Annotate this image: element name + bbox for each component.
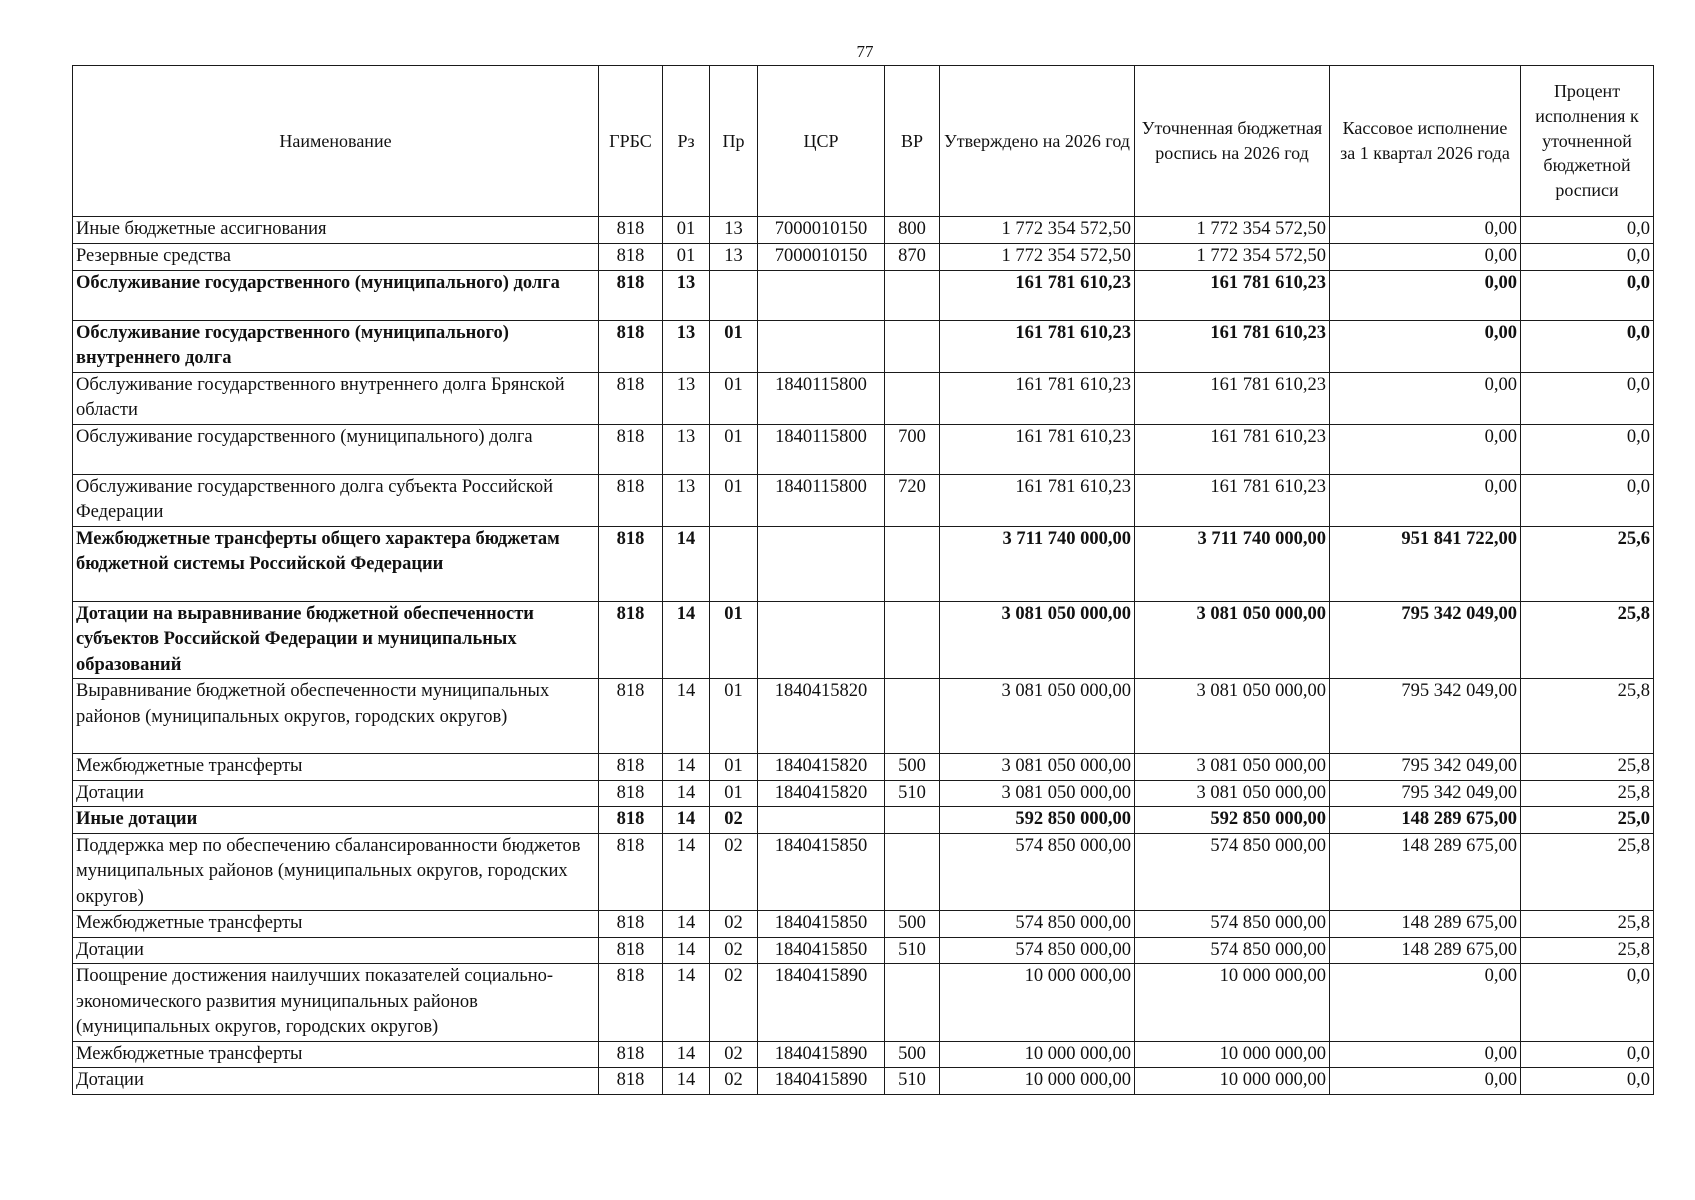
cell-rz: 14	[663, 937, 710, 964]
cell-rz: 14	[663, 780, 710, 807]
cell-percent: 25,8	[1521, 833, 1654, 911]
table-row	[73, 911, 1654, 938]
table-row	[73, 964, 1654, 1042]
cell-grbs: 818	[599, 424, 663, 474]
cell-percent: 25,0	[1521, 807, 1654, 834]
cell-rz: 13	[663, 270, 710, 320]
cell-grbs: 818	[599, 601, 663, 679]
table-header-row	[73, 66, 1654, 217]
cell-rz: 01	[663, 217, 710, 244]
cell-approved: 161 781 610,23	[940, 372, 1135, 424]
cell-vr	[885, 372, 940, 424]
cell-vr	[885, 833, 940, 911]
table-row	[73, 1068, 1654, 1095]
cell-csr: 1840415850	[758, 937, 885, 964]
header-csr: ЦСР	[758, 66, 885, 217]
cell-rz: 14	[663, 754, 710, 781]
table-row	[73, 1041, 1654, 1068]
cell-name: Межбюджетные трансферты	[73, 1041, 599, 1068]
cell-approved: 10 000 000,00	[940, 964, 1135, 1042]
budget-table	[72, 65, 1654, 1095]
cell-name: Обслуживание государственного внутреннего долга Брянской области	[73, 372, 599, 424]
cell-rz: 13	[663, 474, 710, 526]
cell-rz: 01	[663, 244, 710, 271]
cell-refined: 10 000 000,00	[1135, 1041, 1330, 1068]
table-row	[73, 244, 1654, 271]
cell-rz: 14	[663, 911, 710, 938]
cell-vr: 500	[885, 754, 940, 781]
table-body	[73, 217, 1654, 1095]
cell-cash: 0,00	[1330, 244, 1521, 271]
cell-pr: 13	[710, 217, 758, 244]
page-number: 77	[856, 42, 874, 61]
table-row	[73, 780, 1654, 807]
cell-cash: 951 841 722,00	[1330, 526, 1521, 601]
cell-grbs: 818	[599, 679, 663, 754]
cell-cash: 148 289 675,00	[1330, 911, 1521, 938]
cell-pr: 01	[710, 372, 758, 424]
cell-approved: 10 000 000,00	[940, 1041, 1135, 1068]
cell-name: Обслуживание государственного (муниципального) долга	[73, 270, 599, 320]
cell-rz: 14	[663, 1041, 710, 1068]
cell-percent: 0,0	[1521, 964, 1654, 1042]
cell-cash: 0,00	[1330, 1041, 1521, 1068]
cell-csr: 1840415890	[758, 964, 885, 1042]
table-row	[73, 601, 1654, 679]
header-pr: Пр	[710, 66, 758, 217]
cell-approved: 3 081 050 000,00	[940, 754, 1135, 781]
header-name: Наименование	[73, 66, 599, 217]
cell-percent: 0,0	[1521, 270, 1654, 320]
cell-csr: 1840415850	[758, 911, 885, 938]
cell-pr: 02	[710, 1068, 758, 1095]
cell-vr	[885, 964, 940, 1042]
cell-csr: 1840115800	[758, 424, 885, 474]
cell-approved: 574 850 000,00	[940, 833, 1135, 911]
cell-cash: 0,00	[1330, 320, 1521, 372]
cell-rz: 14	[663, 807, 710, 834]
header-approved: Утверждено на 2026 год	[940, 66, 1135, 217]
cell-percent: 0,0	[1521, 372, 1654, 424]
cell-cash: 0,00	[1330, 964, 1521, 1042]
cell-rz: 14	[663, 833, 710, 911]
cell-pr: 02	[710, 964, 758, 1042]
cell-grbs: 818	[599, 937, 663, 964]
cell-approved: 3 711 740 000,00	[940, 526, 1135, 601]
cell-csr: 1840415890	[758, 1068, 885, 1095]
cell-percent: 0,0	[1521, 424, 1654, 474]
cell-cash: 0,00	[1330, 372, 1521, 424]
cell-cash: 795 342 049,00	[1330, 679, 1521, 754]
cell-csr	[758, 320, 885, 372]
cell-approved: 161 781 610,23	[940, 320, 1135, 372]
cell-grbs: 818	[599, 1068, 663, 1095]
cell-vr	[885, 320, 940, 372]
cell-name: Межбюджетные трансферты	[73, 911, 599, 938]
cell-refined: 574 850 000,00	[1135, 833, 1330, 911]
cell-vr: 510	[885, 1068, 940, 1095]
cell-cash: 148 289 675,00	[1330, 807, 1521, 834]
cell-csr: 7000010150	[758, 244, 885, 271]
table-row	[73, 320, 1654, 372]
cell-refined: 3 081 050 000,00	[1135, 754, 1330, 781]
cell-grbs: 818	[599, 320, 663, 372]
cell-percent: 0,0	[1521, 474, 1654, 526]
cell-grbs: 818	[599, 754, 663, 781]
cell-csr	[758, 526, 885, 601]
cell-name: Обслуживание государственного долга субъекта Российской Федерации	[73, 474, 599, 526]
cell-vr: 720	[885, 474, 940, 526]
table-row	[73, 679, 1654, 754]
cell-cash: 795 342 049,00	[1330, 780, 1521, 807]
cell-name: Обслуживание государственного (муниципального) долга	[73, 424, 599, 474]
cell-percent: 25,8	[1521, 754, 1654, 781]
cell-vr: 870	[885, 244, 940, 271]
cell-grbs: 818	[599, 244, 663, 271]
table-row	[73, 833, 1654, 911]
cell-vr: 500	[885, 1041, 940, 1068]
cell-percent: 25,6	[1521, 526, 1654, 601]
cell-vr: 800	[885, 217, 940, 244]
cell-percent: 25,8	[1521, 780, 1654, 807]
cell-grbs: 818	[599, 780, 663, 807]
cell-refined: 3 711 740 000,00	[1135, 526, 1330, 601]
cell-approved: 161 781 610,23	[940, 270, 1135, 320]
cell-refined: 161 781 610,23	[1135, 474, 1330, 526]
cell-refined: 3 081 050 000,00	[1135, 780, 1330, 807]
cell-csr	[758, 601, 885, 679]
cell-csr: 1840115800	[758, 474, 885, 526]
cell-csr: 7000010150	[758, 217, 885, 244]
cell-pr: 01	[710, 679, 758, 754]
cell-grbs: 818	[599, 372, 663, 424]
cell-csr: 1840415820	[758, 780, 885, 807]
cell-percent: 0,0	[1521, 320, 1654, 372]
cell-rz: 13	[663, 372, 710, 424]
cell-cash: 0,00	[1330, 270, 1521, 320]
cell-name: Поощрение достижения наилучших показателей социально-экономического развития муниципальных районов (муниципальных округов, городских округов)	[73, 964, 599, 1042]
cell-percent: 0,0	[1521, 217, 1654, 244]
cell-approved: 10 000 000,00	[940, 1068, 1135, 1095]
cell-name: Дотации	[73, 1068, 599, 1095]
cell-grbs: 818	[599, 270, 663, 320]
cell-name: Обслуживание государственного (муниципального) внутреннего долга	[73, 320, 599, 372]
cell-pr: 01	[710, 474, 758, 526]
cell-grbs: 818	[599, 807, 663, 834]
cell-refined: 161 781 610,23	[1135, 372, 1330, 424]
cell-refined: 3 081 050 000,00	[1135, 679, 1330, 754]
cell-pr: 01	[710, 754, 758, 781]
cell-rz: 14	[663, 964, 710, 1042]
cell-name: Резервные средства	[73, 244, 599, 271]
table-row	[73, 424, 1654, 474]
cell-approved: 3 081 050 000,00	[940, 601, 1135, 679]
cell-refined: 1 772 354 572,50	[1135, 244, 1330, 271]
cell-pr: 13	[710, 244, 758, 271]
cell-refined: 574 850 000,00	[1135, 911, 1330, 938]
cell-name: Дотации на выравнивание бюджетной обеспеченности субъектов Российской Федерации и муниципальных образований	[73, 601, 599, 679]
cell-approved: 574 850 000,00	[940, 937, 1135, 964]
cell-grbs: 818	[599, 217, 663, 244]
table-row	[73, 372, 1654, 424]
cell-vr	[885, 526, 940, 601]
cell-refined: 161 781 610,23	[1135, 424, 1330, 474]
cell-grbs: 818	[599, 964, 663, 1042]
cell-percent: 0,0	[1521, 1041, 1654, 1068]
cell-percent: 0,0	[1521, 244, 1654, 271]
header-vr: ВР	[885, 66, 940, 217]
cell-cash: 0,00	[1330, 217, 1521, 244]
cell-pr: 02	[710, 937, 758, 964]
cell-cash: 0,00	[1330, 474, 1521, 526]
cell-refined: 1 772 354 572,50	[1135, 217, 1330, 244]
cell-rz: 14	[663, 601, 710, 679]
cell-percent: 0,0	[1521, 1068, 1654, 1095]
cell-vr	[885, 601, 940, 679]
cell-rz: 14	[663, 679, 710, 754]
cell-approved: 3 081 050 000,00	[940, 679, 1135, 754]
cell-refined: 161 781 610,23	[1135, 320, 1330, 372]
cell-cash: 0,00	[1330, 424, 1521, 474]
cell-csr: 1840415890	[758, 1041, 885, 1068]
cell-grbs: 818	[599, 474, 663, 526]
cell-rz: 13	[663, 424, 710, 474]
cell-rz: 14	[663, 526, 710, 601]
cell-cash: 148 289 675,00	[1330, 937, 1521, 964]
cell-vr: 510	[885, 780, 940, 807]
cell-name: Дотации	[73, 937, 599, 964]
header-cash: Кассовое исполнение за 1 квартал 2026 года	[1330, 66, 1521, 217]
cell-approved: 1 772 354 572,50	[940, 244, 1135, 271]
cell-name: Межбюджетные трансферты	[73, 754, 599, 781]
cell-vr: 700	[885, 424, 940, 474]
cell-percent: 25,8	[1521, 911, 1654, 938]
cell-percent: 25,8	[1521, 601, 1654, 679]
header-grbs: ГРБС	[599, 66, 663, 217]
table-row	[73, 217, 1654, 244]
cell-grbs: 818	[599, 911, 663, 938]
cell-grbs: 818	[599, 833, 663, 911]
cell-approved: 574 850 000,00	[940, 911, 1135, 938]
cell-approved: 1 772 354 572,50	[940, 217, 1135, 244]
cell-percent: 25,8	[1521, 937, 1654, 964]
cell-name: Иные бюджетные ассигнования	[73, 217, 599, 244]
header-rz: Рз	[663, 66, 710, 217]
cell-pr	[710, 526, 758, 601]
cell-csr	[758, 807, 885, 834]
cell-pr: 02	[710, 911, 758, 938]
table-row	[73, 270, 1654, 320]
table-row	[73, 937, 1654, 964]
cell-csr	[758, 270, 885, 320]
header-percent: Процент исполнения к уточненной бюджетной росписи	[1521, 66, 1654, 217]
cell-pr: 01	[710, 601, 758, 679]
cell-approved: 3 081 050 000,00	[940, 780, 1135, 807]
cell-pr: 01	[710, 424, 758, 474]
cell-csr: 1840415850	[758, 833, 885, 911]
cell-rz: 14	[663, 1068, 710, 1095]
cell-approved: 592 850 000,00	[940, 807, 1135, 834]
table-row	[73, 526, 1654, 601]
cell-name: Дотации	[73, 780, 599, 807]
table-row	[73, 754, 1654, 781]
cell-vr	[885, 270, 940, 320]
cell-vr	[885, 679, 940, 754]
cell-csr: 1840115800	[758, 372, 885, 424]
table-row	[73, 474, 1654, 526]
cell-refined: 10 000 000,00	[1135, 1068, 1330, 1095]
cell-pr: 02	[710, 833, 758, 911]
cell-refined: 574 850 000,00	[1135, 937, 1330, 964]
cell-cash: 795 342 049,00	[1330, 754, 1521, 781]
cell-vr: 500	[885, 911, 940, 938]
cell-cash: 0,00	[1330, 1068, 1521, 1095]
cell-name: Поддержка мер по обеспечению сбалансированности бюджетов муниципальных районов (муниципальных округов, городских округов)	[73, 833, 599, 911]
cell-name: Иные дотации	[73, 807, 599, 834]
cell-grbs: 818	[599, 1041, 663, 1068]
cell-approved: 161 781 610,23	[940, 474, 1135, 526]
cell-pr: 02	[710, 807, 758, 834]
cell-name: Межбюджетные трансферты общего характера бюджетам бюджетной системы Российской Федерации	[73, 526, 599, 601]
cell-pr: 01	[710, 320, 758, 372]
cell-vr	[885, 807, 940, 834]
cell-refined: 10 000 000,00	[1135, 964, 1330, 1042]
cell-csr: 1840415820	[758, 679, 885, 754]
cell-csr: 1840415820	[758, 754, 885, 781]
cell-pr: 02	[710, 1041, 758, 1068]
cell-percent: 25,8	[1521, 679, 1654, 754]
cell-rz: 13	[663, 320, 710, 372]
cell-approved: 161 781 610,23	[940, 424, 1135, 474]
cell-refined: 592 850 000,00	[1135, 807, 1330, 834]
header-refined: Уточненная бюджетная роспись на 2026 год	[1135, 66, 1330, 217]
cell-refined: 161 781 610,23	[1135, 270, 1330, 320]
cell-pr: 01	[710, 780, 758, 807]
cell-refined: 3 081 050 000,00	[1135, 601, 1330, 679]
cell-grbs: 818	[599, 526, 663, 601]
cell-cash: 795 342 049,00	[1330, 601, 1521, 679]
cell-cash: 148 289 675,00	[1330, 833, 1521, 911]
cell-pr	[710, 270, 758, 320]
cell-vr: 510	[885, 937, 940, 964]
cell-name: Выравнивание бюджетной обеспеченности муниципальных районов (муниципальных округов, городских округов)	[73, 679, 599, 754]
table-row	[73, 807, 1654, 834]
